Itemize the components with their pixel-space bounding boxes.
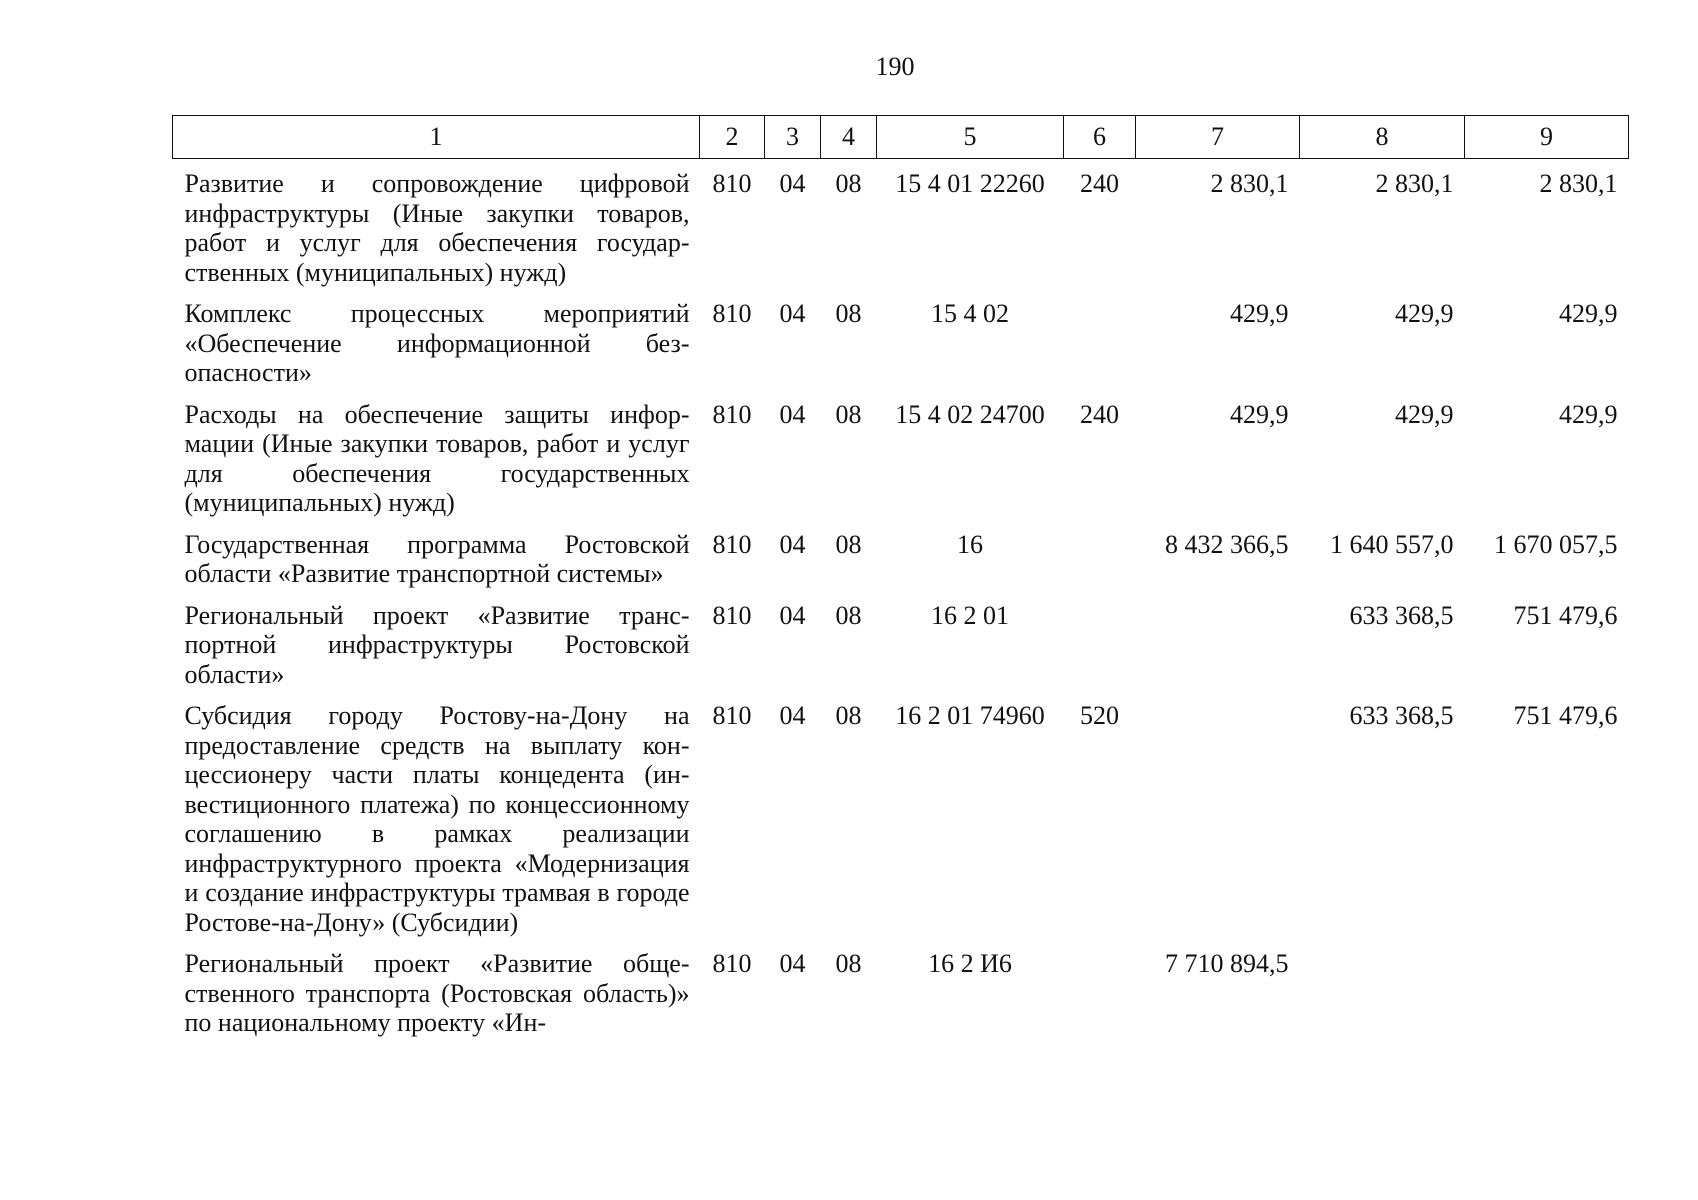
row-code-pr: 08	[835, 949, 862, 978]
row-amount-col7	[1136, 591, 1300, 692]
table-row	[173, 691, 1629, 939]
row-amount-col7: 429,9	[1230, 399, 1289, 429]
row-code-csr: 16 2 01	[931, 600, 1009, 630]
row-code-csr: 15 4 01 22260	[895, 169, 1045, 198]
table-row	[173, 390, 1629, 520]
column-header-7: 7	[1136, 116, 1300, 159]
row-code-gr: 810	[712, 169, 752, 198]
row-code-gr: 810	[712, 529, 752, 559]
header-row	[173, 116, 1629, 159]
row-code-csr: 16 2 01 74960	[895, 701, 1045, 730]
row-description: Расходы на обеспечение защиты информации (Иные закупки товаров, работ и услуг для обеспечения государственных (муниципальных) нужд)	[184, 399, 690, 517]
row-code-vr: 520	[1080, 701, 1119, 730]
column-header-4: 4	[821, 116, 877, 159]
row-code-pr: 08	[835, 529, 862, 559]
row-code-rz: 04	[779, 299, 806, 328]
row-code-csr: 15 4 02 24700	[895, 399, 1045, 429]
row-amount-col8	[1300, 939, 1465, 1040]
column-header-6: 6	[1064, 116, 1136, 159]
column-header-9: 9	[1465, 116, 1629, 159]
row-code-csr: 15 4 02	[931, 299, 1009, 328]
row-amount-col8: 633 368,5	[1349, 600, 1454, 630]
column-header-2: 2	[700, 116, 765, 159]
page-number: 190	[875, 52, 915, 81]
row-description: Региональный проект «Развитие общественного транспорта (Ростовская область)» по национальному проекту «Ин-	[184, 949, 690, 1037]
row-code-gr: 810	[712, 701, 752, 730]
row-amount-col7: 8 432 366,5	[1165, 529, 1289, 559]
row-code-vr: 240	[1080, 169, 1119, 198]
row-code-vr	[1064, 289, 1136, 390]
row-amount-col7: 429,9	[1230, 299, 1289, 328]
row-code-pr: 08	[835, 169, 862, 198]
table-row	[173, 939, 1629, 1040]
table-row	[173, 520, 1629, 591]
row-amount-col7: 7 710 894,5	[1165, 949, 1289, 978]
row-code-rz: 04	[779, 169, 806, 198]
row-code-rz: 04	[779, 949, 806, 978]
row-description: Комплекс процессных мероприятий «Обеспечение информационной безопасности»	[184, 299, 690, 387]
row-amount-col8: 633 368,5	[1349, 701, 1454, 730]
row-code-rz: 04	[779, 701, 806, 730]
row-code-csr: 16 2 И6	[928, 949, 1012, 978]
row-amount-col9: 2 830,1	[1539, 169, 1618, 198]
column-header-1: 1	[173, 116, 700, 159]
row-amount-col8: 2 830,1	[1375, 169, 1454, 198]
row-code-gr: 810	[712, 949, 752, 978]
row-amount-col9	[1465, 939, 1629, 1040]
row-code-rz: 04	[779, 399, 806, 429]
row-code-gr: 810	[712, 600, 752, 630]
row-amount-col9: 429,9	[1559, 399, 1618, 429]
row-amount-col8: 429,9	[1395, 399, 1454, 429]
table-body	[173, 159, 1629, 1040]
row-code-pr: 08	[835, 399, 862, 429]
row-amount-col9: 751 479,6	[1513, 701, 1618, 730]
budget-table	[172, 115, 1629, 1040]
column-header-3: 3	[765, 116, 821, 159]
row-code-vr: 240	[1080, 399, 1119, 429]
table-row	[173, 289, 1629, 390]
row-code-vr	[1064, 591, 1136, 692]
row-code-csr: 16	[957, 529, 983, 559]
table-row	[173, 591, 1629, 692]
table-row	[173, 159, 1629, 290]
row-code-pr: 08	[835, 701, 862, 730]
column-header-5: 5	[877, 116, 1064, 159]
column-header-8: 8	[1300, 116, 1465, 159]
row-description: Государственная программа Ростовской области «Развитие транспортной системы»	[184, 529, 690, 588]
row-code-gr: 810	[712, 399, 752, 429]
row-code-vr	[1064, 520, 1136, 591]
row-amount-col7	[1136, 691, 1300, 939]
row-code-pr: 08	[835, 299, 862, 328]
row-amount-col8: 1 640 557,0	[1330, 529, 1454, 559]
row-code-rz: 04	[779, 600, 806, 630]
row-description: Региональный проект «Развитие транспортной инфраструктуры Ростовской области»	[184, 600, 690, 689]
row-code-pr: 08	[835, 600, 862, 630]
row-amount-col7: 2 830,1	[1210, 169, 1289, 198]
row-code-gr: 810	[712, 299, 752, 328]
row-amount-col9: 751 479,6	[1513, 600, 1618, 630]
row-amount-col9: 1 670 057,5	[1494, 529, 1618, 559]
table-header	[173, 116, 1629, 159]
row-description: Субсидия городу Ростову-на-Дону на предоставление средств на выплату концессионеру части платы концедента (инвестиционного платежа) по концессионному соглашению в рамках реализации инфраструктурного проекта «Модернизация и создание инфраструктуры трамвая в городе Ростове-на-Дону» (Субсидии)	[184, 701, 690, 937]
row-description: Развитие и сопровождение цифровой инфраструктуры (Иные закупки товаров, работ и услуг для обеспечения государственных (муниципальных) нужд)	[184, 169, 690, 287]
row-code-rz: 04	[779, 529, 806, 559]
row-amount-col9: 429,9	[1559, 299, 1618, 328]
row-code-vr	[1064, 939, 1136, 1040]
row-amount-col8: 429,9	[1395, 299, 1454, 328]
